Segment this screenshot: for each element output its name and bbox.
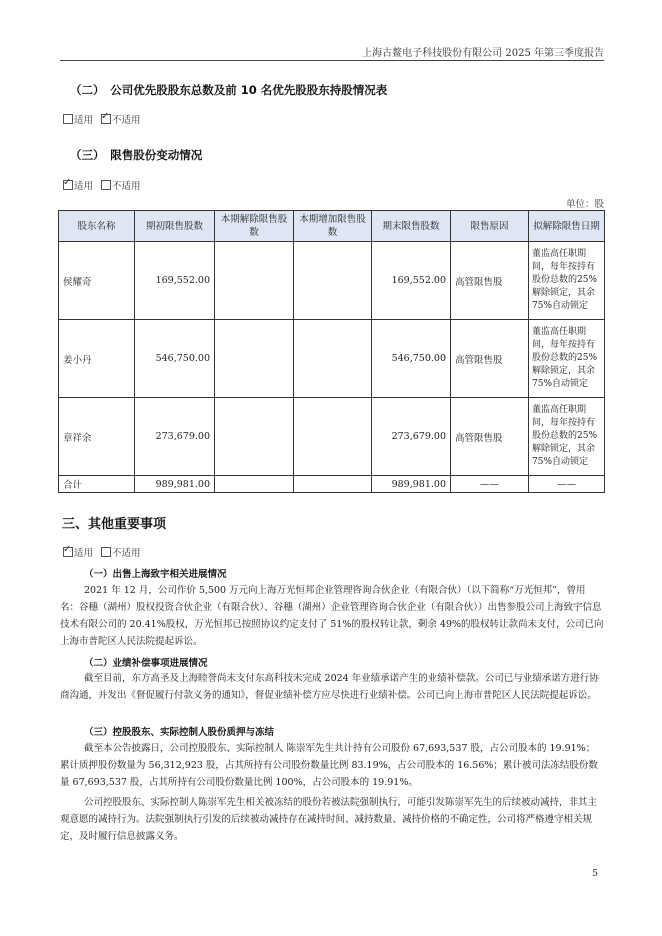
cell-total-reason: —— [451,476,529,493]
cell-total-added [294,476,372,493]
col-opening: 期初限售股数 [135,211,215,242]
cell-added [294,242,372,320]
subsection-1-title: （一）出售上海致宇相关进展情况 [84,569,227,580]
restricted-shares-table [58,210,605,493]
option-applicable: 适用 [74,548,94,559]
cell-opening: 169,552.00 [135,242,215,320]
col-added: 本期增加限售股数 [294,211,372,242]
preferred-shares-title: （二） 公司优先股股东总数及前 10 名优先股股东持股情况表 [70,83,388,97]
cell-total-released [215,476,294,493]
checkbox-icon [101,180,111,190]
cell-name: 姜小丹 [59,320,135,398]
page-header: 上海古鳌电子科技股份有限公司 2025 年第三季度报告 [362,48,604,59]
col-reason: 限售原因 [451,211,529,242]
table-header-row [59,211,605,242]
cell-release-date: 董监高任职期间，每年按持有股份总数的25%解除锁定，其余 75%自动锁定 [529,242,605,320]
cell-total-opening: 989,981.00 [135,476,215,493]
checkbox-checked-icon [101,114,111,124]
option-not-applicable: 不适用 [112,548,141,559]
option-not-applicable: 不适用 [112,115,141,126]
unit-label: 单位：股 [565,199,604,210]
cell-closing: 169,552.00 [372,242,451,320]
table-row [59,242,605,320]
cell-total-date: —— [529,476,605,493]
cell-added [294,320,372,398]
cell-released [215,320,294,398]
paragraph-3: 截至本公告披露日，公司控股股东、实际控制人 陈崇军先生共计持有公司股份 67,693,537 股，占公司股本的 19.91%；累计质押股份数量为 56,312,923 股，占其所持有公司股份数量比例 83.19%，占公司股本的 16.56%；累计被司法冻结股份数量 67,693,537 股，占其所持有公司股份数量比例 100%，占公司股本的 19.91%。 [60,743,598,788]
cell-name: 侯耀奇 [59,242,135,320]
checkbox-icon [63,114,73,124]
restricted-shares-title: （三） 限售股份变动情况 [70,148,203,162]
option-applicable: 适用 [74,181,94,192]
page-number: 5 [592,868,599,879]
table-total-row [59,476,605,493]
col-closing: 期末限售股数 [372,211,451,242]
other-matters-options [63,545,141,559]
cell-release-date: 董监高任职期间，每年按持有股份总数的25%解除锁定，其余 75%自动锁定 [529,320,605,398]
cell-total-closing: 989,981.00 [372,476,451,493]
cell-name: 章祥余 [59,398,135,476]
subsection-3-title: （三）控股股东、实际控制人股份质押与冻结 [84,727,275,738]
cell-opening: 273,679.00 [135,398,215,476]
option-applicable: 适用 [74,115,94,126]
cell-opening: 546,750.00 [135,320,215,398]
cell-closing: 546,750.00 [372,320,451,398]
table-row [59,320,605,398]
cell-reason: 高管限售股 [451,242,529,320]
cell-reason: 高管限售股 [451,320,529,398]
paragraph-4: 公司控股股东、实际控制人陈崇军先生相关被冻结的股份若被法院强制执行，可能引发陈崇军先生的后续被动减持，非其主观意愿的减持行为。法院强制执行引发的后续被动减持存在减持时间、减持数量、减持价格的不确定性，公司将严格遵守相关规定，及时履行信息披露义务。 [60,797,598,842]
col-released: 本期解除限售股数 [215,211,294,242]
header-divider [60,60,604,61]
checkbox-icon [101,547,111,557]
cell-released [215,398,294,476]
cell-total-label: 合计 [59,476,135,493]
paragraph-2: 截至目前，东方高圣及上海睦誉尚未支付东高科技未完成 2024 年业绩承诺产生的业绩补偿款。公司已与业绩承诺方进行协商沟通，并发出《督促履行付款义务的通知》，督促业绩补偿方应尽快进行业绩补偿。公司已向上海市普陀区人民法院提起诉讼。 [60,673,599,701]
cell-reason: 高管限售股 [451,398,529,476]
cell-release-date: 董监高任职期间，每年按持有股份总数的25%解除锁定，其余 75%自动锁定 [529,398,605,476]
paragraph-1: 2021 年 12 月，公司作价 5,500 万元向上海万光恒邦企业管理咨询合伙企业（有限合伙）（以下简称“万光恒邦”，曾用名：谷穗（湖州）股权投资合伙企业（有限合伙）、谷穗（湖州）企业管理咨询合伙企业（有限合伙））出售参股公司上海致宇信息技术有限公司的 20.41%股权，万光恒邦已按照协议约定支付了 51%的股权转让款，剩余 49%的股权转让款尚未支付，公司已向上海市普陀区人民法院提起诉讼。 [60,585,604,647]
checkbox-checked-icon [63,180,73,190]
col-release-date: 拟解除限售日期 [529,211,605,242]
restricted-shares-options [63,178,141,192]
option-not-applicable: 不适用 [112,181,141,192]
cell-released [215,242,294,320]
subsection-2-title: （二）业绩补偿事项进展情况 [84,658,208,669]
col-shareholder: 股东名称 [59,211,135,242]
checkbox-checked-icon [63,547,73,557]
other-matters-title: 三、其他重要事项 [62,517,167,532]
cell-added [294,398,372,476]
cell-closing: 273,679.00 [372,398,451,476]
table-row [59,398,605,476]
preferred-shares-options [63,112,141,126]
